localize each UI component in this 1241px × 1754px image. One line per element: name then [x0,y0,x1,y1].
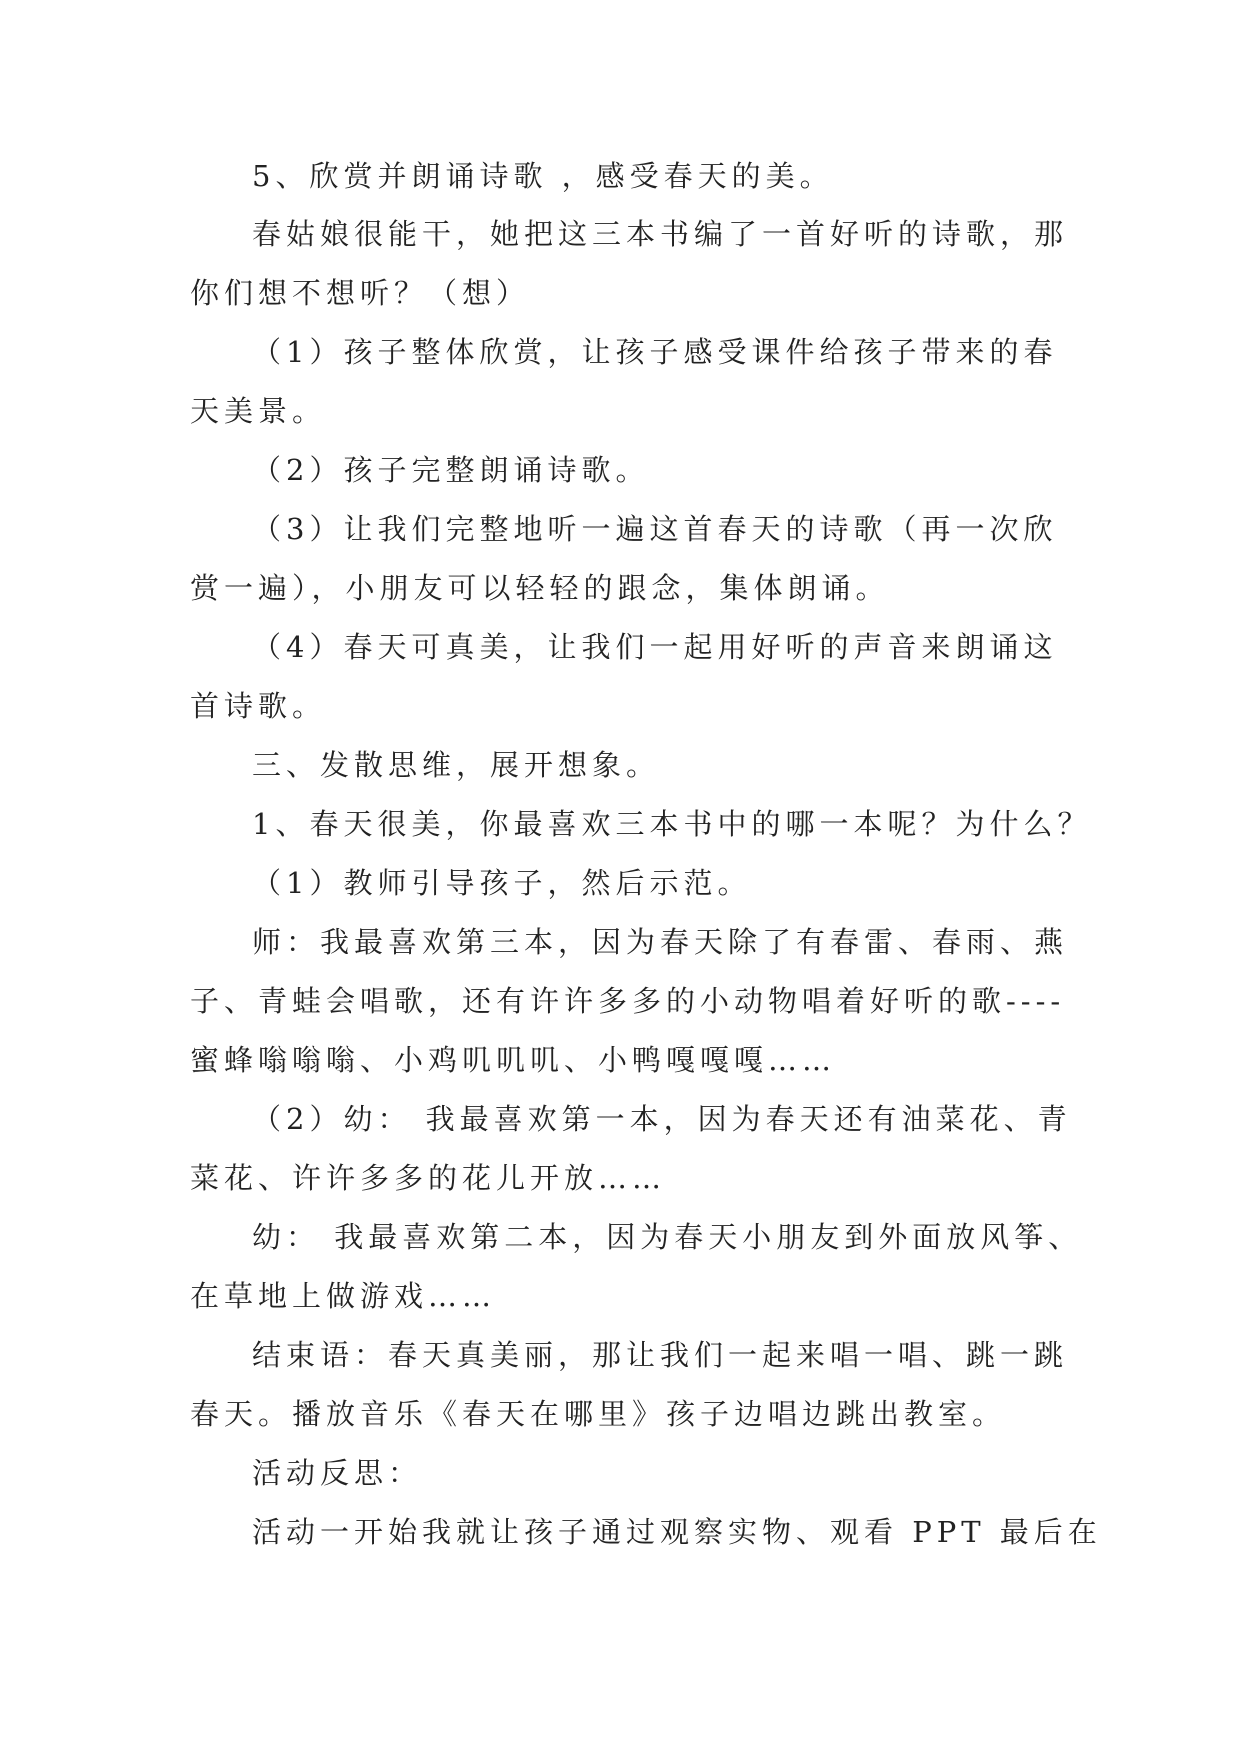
paragraph-line: 三、发散思维，展开想象。 [252,748,661,782]
paragraph-line: （2）幼： 我最喜欢第一本，因为春天还有油菜花、青 [252,1102,1072,1136]
paragraph-line: 你们想不想听？（想） [190,276,531,310]
paragraph-line: 菜花、许许多多的花儿开放…… [190,1161,667,1195]
paragraph-line: 天美景。 [190,394,327,428]
paragraph-line: 春姑娘很能干，她把这三本书编了一首好听的诗歌，那 [252,217,1069,251]
paragraph-line: 在草地上做游戏…… [190,1279,497,1313]
paragraph-line: 蜜蜂嗡嗡嗡、小鸡叽叽叽、小鸭嘎嘎嘎…… [190,1043,837,1077]
paragraph-line: 1、春天很美，你最喜欢三本书中的哪一本呢？为什么？ [252,807,1092,841]
paragraph-line: 春天。播放音乐《春天在哪里》孩子边唱边跳出教室。 [190,1397,1007,1431]
paragraph-line: 首诗歌。 [190,689,327,723]
paragraph-line: （4）春天可真美，让我们一起用好听的声音来朗诵这 [252,630,1058,664]
paragraph-line: （1）孩子整体欣赏，让孩子感受课件给孩子带来的春 [252,335,1058,369]
paragraph-line: （2）孩子完整朗诵诗歌。 [252,453,650,487]
paragraph-line: 活动一开始我就让孩子通过观察实物、观看 PPT 最后在 [252,1515,1102,1549]
paragraph-line: 5、欣赏并朗诵诗歌 ，感受春天的美。 [252,159,834,193]
paragraph-line: 子、青蛙会唱歌，还有许许多多的小动物唱着好听的歌---- [190,984,1066,1018]
paragraph-line: 幼： 我最喜欢第二本，因为春天小朋友到外面放风筝、 [252,1220,1083,1254]
paragraph-line: 赏一遍），小朋友可以轻轻的跟念，集体朗诵。 [190,571,890,605]
paragraph-line: 结束语：春天真美丽，那让我们一起来唱一唱、跳一跳 [252,1338,1069,1372]
paragraph-line: （1）教师引导孩子，然后示范。 [252,866,752,900]
paragraph-line: 师：我最喜欢第三本，因为春天除了有春雷、春雨、燕 [252,925,1069,959]
document-body [190,158,1102,1550]
paragraph-line: （3）让我们完整地听一遍这首春天的诗歌（再一次欣 [252,512,1058,546]
paragraph-line: 活动反思： [252,1456,423,1490]
